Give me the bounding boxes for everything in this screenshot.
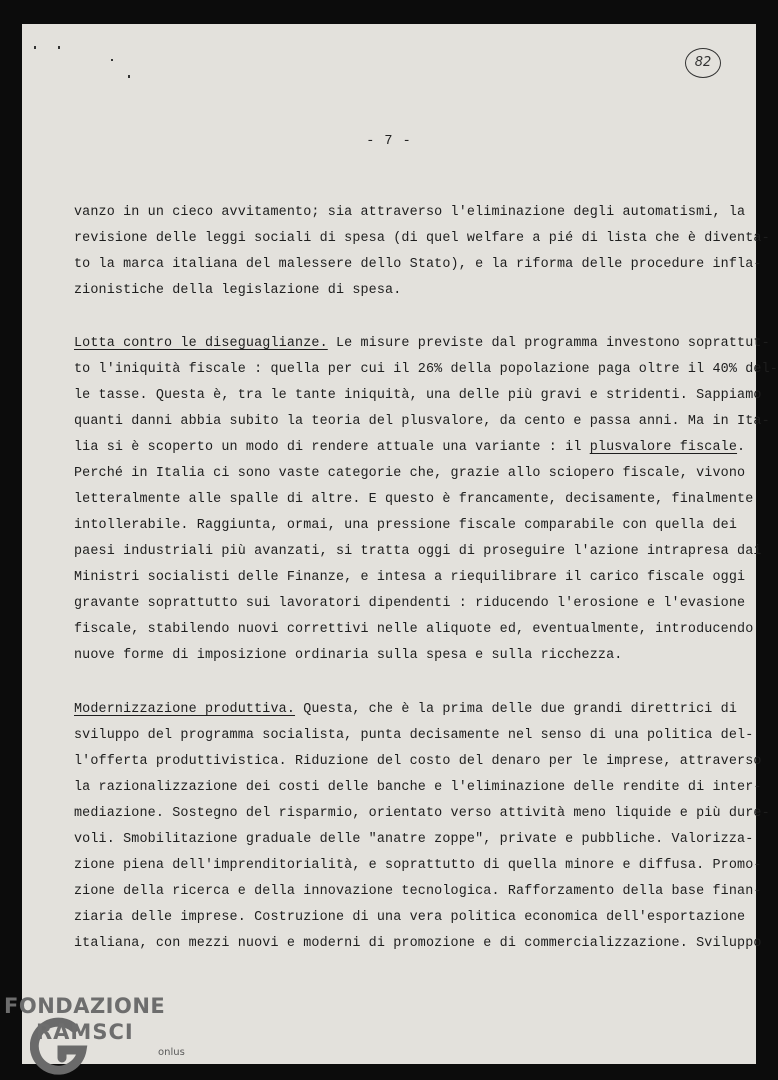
text-line: voli. Smobilitazione graduale delle "anatre zoppe", private e pubbliche. Valorizza- [74, 832, 754, 847]
speck-mark [58, 46, 60, 49]
archive-stamp: 82 [685, 48, 721, 78]
speck-mark [111, 59, 113, 61]
watermark-logo [4, 994, 204, 1074]
text-fragment: . [737, 440, 746, 455]
text-line: to l'iniquità fiscale : quella per cui il 26% della popolazione paga oltre il 40% del- [74, 362, 778, 377]
text-fragment: Le misure previste dal programma investono soprattut- [327, 336, 770, 351]
text-line: letteralmente alle spalle di altre. E questo è francamente, decisamente, finalmente [74, 492, 754, 507]
text-line: vanzo in un cieco avvitamento; sia attraverso l'eliminazione degli automatismi, la [74, 205, 746, 220]
text-fragment: lia si è scoperto un modo di rendere attuale una variante : il [74, 440, 590, 455]
section-heading: Lotta contro le diseguaglianze. [74, 336, 328, 351]
page-number: - 7 - [366, 134, 412, 149]
text-line: ziaria delle imprese. Costruzione di una vera politica economica dell'esportazione [74, 910, 746, 925]
text-line [74, 336, 770, 351]
watermark-title: FONDAZIONE [4, 994, 166, 1018]
speck-mark [128, 75, 130, 78]
text-line: quanti danni abbia subito la teoria del plusvalore, da cento e passa anni. Ma in Ita- [74, 414, 770, 429]
text-line: zione piena dell'imprenditorialità, e soprattutto di quella minore e diffusa. Promo- [74, 858, 762, 873]
text-line: to la marca italiana del malessere dello Stato), e la riforma delle procedure infla- [74, 257, 762, 272]
text-line: zionistiche della legislazione di spesa. [74, 283, 402, 298]
text-line: Perché in Italia ci sono vaste categorie che, grazie allo sciopero fiscale, vivono [74, 466, 746, 481]
text-line: l'offerta produttivistica. Riduzione del costo del denaro per le imprese, attraverso [74, 754, 762, 769]
text-line: revisione delle leggi sociali di spesa (di quel welfare a pié di lista che è diventa- [74, 231, 770, 246]
section-heading: Modernizzazione produttiva. [74, 702, 296, 717]
text-line: mediazione. Sostegno del risparmio, orientato verso attività meno liquide e più dure- [74, 806, 770, 821]
text-line: intollerabile. Raggiunta, ormai, una pressione fiscale comparabile con quella dei [74, 518, 738, 533]
text-line: Ministri socialisti delle Finanze, e intesa a riequilibrare il carico fiscale oggi [74, 570, 746, 585]
text-line [74, 702, 737, 717]
text-line: italiana, con mezzi nuovi e moderni di promozione e di commercializzazione. Sviluppo [74, 936, 762, 951]
text-line: zione della ricerca e della innovazione tecnologica. Rafforzamento della base finan- [74, 884, 762, 899]
speck-mark [34, 46, 36, 49]
text-line: fiscale, stabilendo nuovi correttivi nelle aliquote ed, eventualmente, introducendo [74, 622, 754, 637]
text-line: paesi industriali più avanzati, si tratta oggi di proseguire l'azione intrapresa dai [74, 544, 762, 559]
text-line [74, 440, 745, 455]
underlined-term: plusvalore fiscale [589, 440, 738, 455]
text-line: gravante soprattutto sui lavoratori dipendenti : riducendo l'erosione e l'evasione [74, 596, 746, 611]
watermark-subtitle: RAMSCI [36, 1020, 134, 1044]
text-fragment: Questa, che è la prima delle due grandi direttrici di [295, 702, 738, 717]
text-line: la razionalizzazione dei costi delle banche e l'eliminazione delle rendite di inter- [74, 780, 762, 795]
text-line: sviluppo del programma socialista, punta decisamente nel senso di una politica del- [74, 728, 754, 743]
text-line: le tasse. Questa è, tra le tante iniquità, una delle più gravi e stridenti. Sappiamo [74, 388, 762, 403]
document-page [22, 24, 778, 1064]
text-line: nuove forme di imposizione ordinaria sulla spesa e sulla ricchezza. [74, 648, 623, 663]
watermark-suffix: onlus [158, 1047, 185, 1058]
